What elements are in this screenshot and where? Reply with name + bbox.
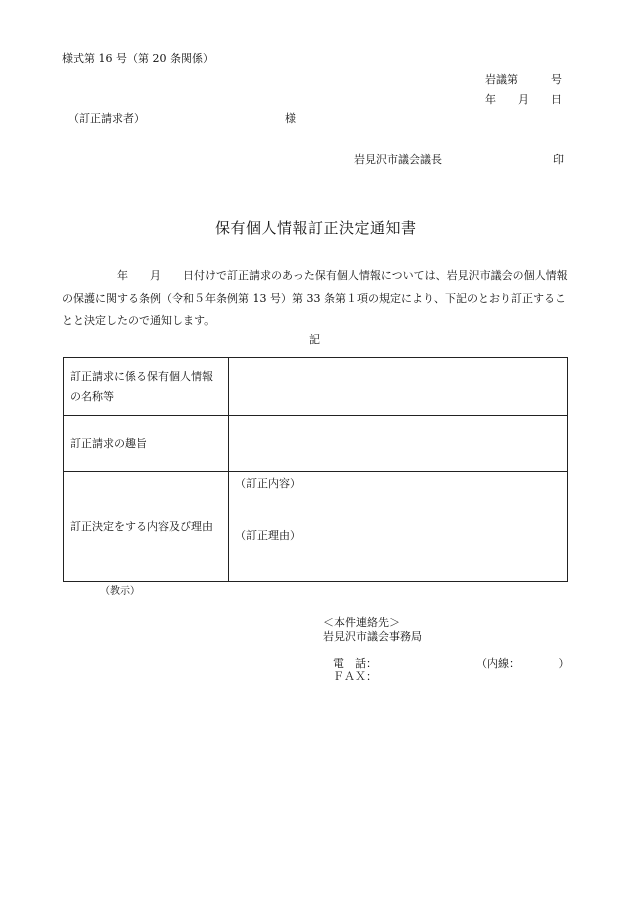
decision-table — [63, 357, 568, 582]
table-row — [64, 358, 568, 416]
sender-title: 岩見沢市議会議長 — [354, 153, 442, 166]
instruction-note: （教示） — [100, 586, 140, 597]
table-row — [64, 416, 568, 472]
row-label-info-name: 訂正請求に係る保有個人情報の名称等 — [64, 358, 229, 416]
row-label-purpose: 訂正請求の趣旨 — [64, 416, 229, 472]
contact-phone-label: 電 話： — [333, 657, 377, 670]
correction-reason-label: （訂正理由） — [235, 529, 301, 542]
contact-heading: ＜本件連絡先＞ — [323, 616, 400, 629]
contact-fax-label: ＦＡＸ： — [333, 670, 377, 683]
recipient-label: （訂正請求者） — [68, 112, 145, 125]
correction-content-label: （訂正内容） — [235, 477, 301, 490]
notice-paragraph: 年 月 日付けで訂正請求のあった保有個人情報については、岩見沢市議会の個人情報の保護に関する条例（令和５年条例第 13 号）第 33 条第１項の規定により、下記のとおり訂正することと決定したので通知します。 — [62, 269, 568, 327]
contact-extension: （内線： ） — [476, 657, 570, 670]
row-label-decision: 訂正決定をする内容及び理由 — [64, 472, 229, 582]
row-value-decision — [229, 472, 568, 582]
ki-mark: 記 — [309, 333, 320, 346]
row-value-purpose — [229, 416, 568, 472]
row-value-info-name — [229, 358, 568, 416]
issue-date: 年 月 日 — [485, 93, 562, 106]
contact-office: 岩見沢市議会事務局 — [323, 630, 422, 643]
table-row — [64, 472, 568, 582]
seal-mark: 印 — [553, 153, 564, 166]
document-number: 岩議第 号 — [485, 73, 562, 86]
document-title: 保有個人情報訂正決定通知書 — [215, 219, 417, 237]
recipient-honorific: 様 — [285, 112, 296, 125]
form-number: 様式第 16 号（第 20 条関係） — [62, 52, 214, 65]
